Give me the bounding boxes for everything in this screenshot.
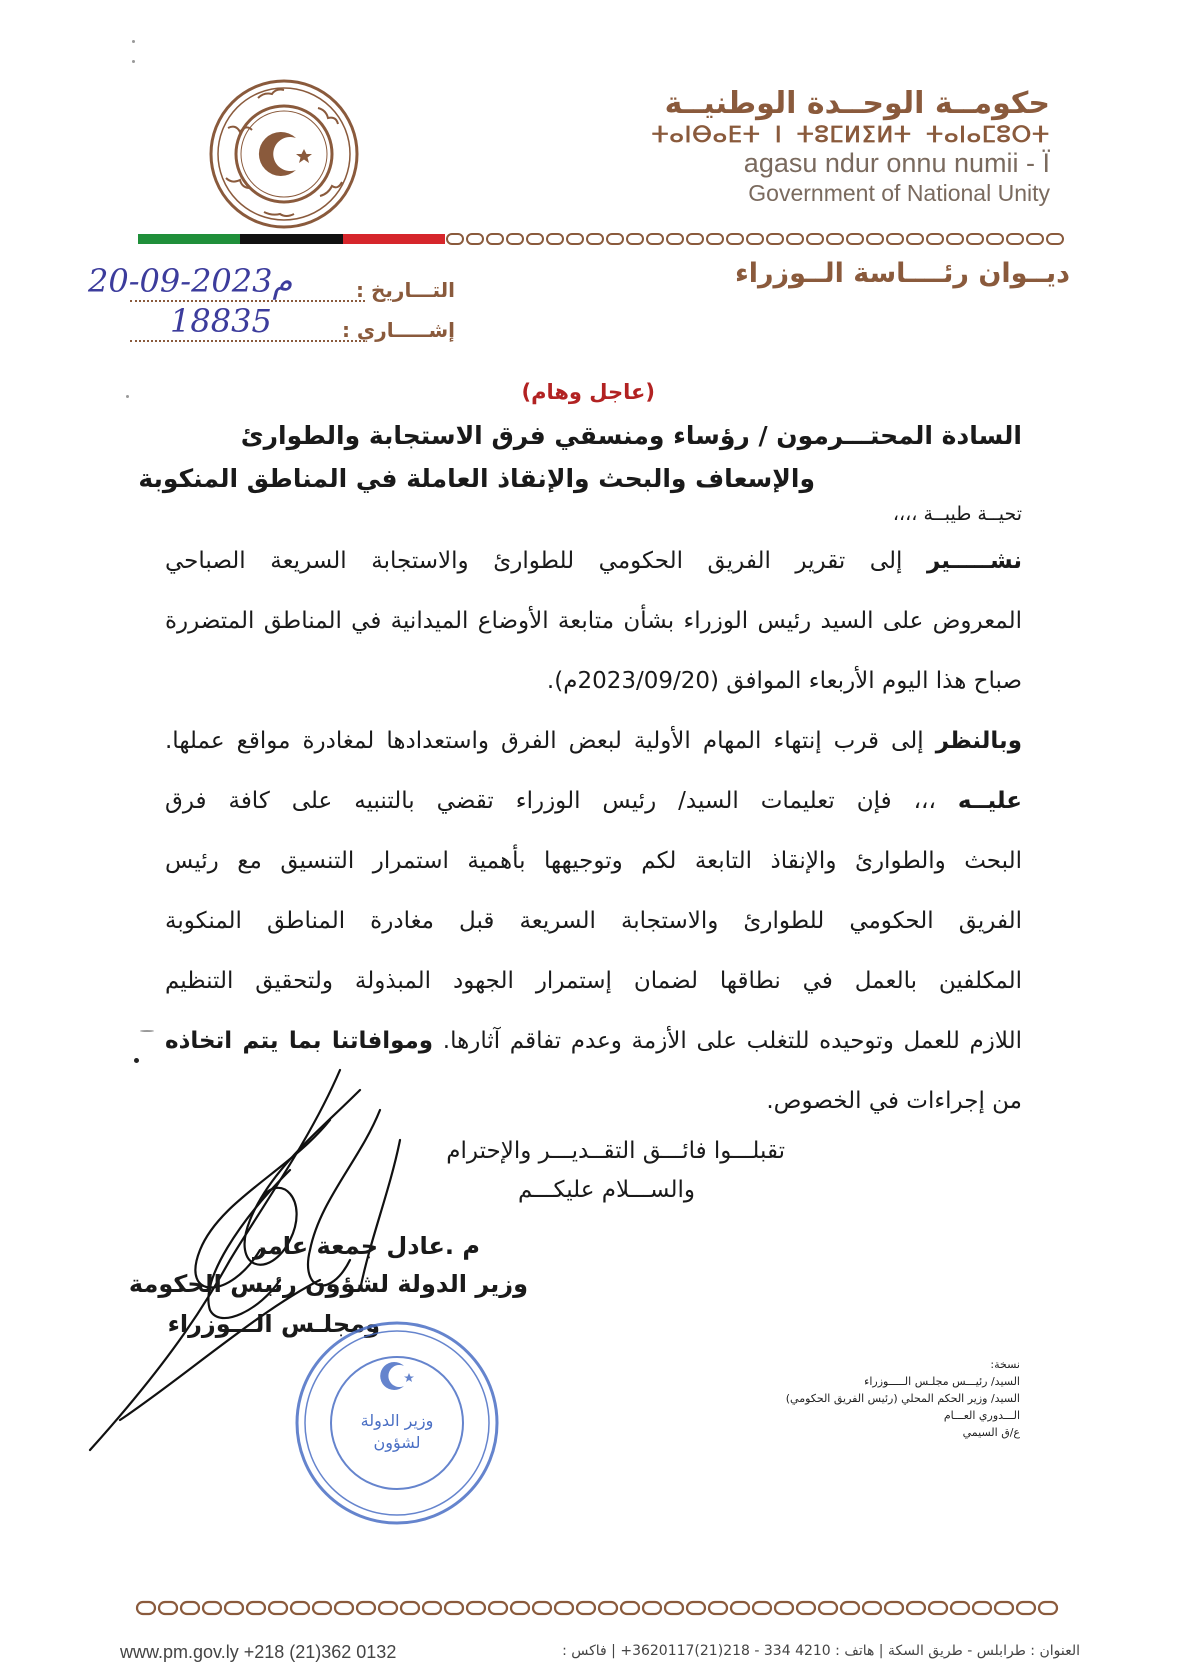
paragraph-1-line-3: صباح هذا اليوم الأربعاء الموافق (2023/09/20م). bbox=[546, 668, 1022, 694]
government-name-tifinagh: ⵜⴰⵏⴱⴰⴹⵜ ⵏ ⵜⵓⵎⵍⵉⵍⵜ ⵜⴰⵏⴰⵎⵓⵔⵜ bbox=[651, 123, 1050, 148]
paragraph-3-line-1 bbox=[165, 788, 1022, 814]
stamp-center-line-1: وزير الدولة bbox=[360, 1411, 434, 1430]
date-label: التـــاريخ : bbox=[356, 278, 455, 302]
cc-heading: نسخة: bbox=[990, 1358, 1020, 1371]
paragraph-1-line-2: المعروض على السيد رئيس الوزراء بشأن متابعة الأوضاع الميدانية في المناطق المتضررة bbox=[165, 608, 1022, 634]
paragraph-3-line-4: المكلفين بالعمل في نطاقها لضمان إستمرار الجهود المبذولة ولتحقيق التنظيم bbox=[165, 968, 1022, 994]
office-title: ديــوان رئــــاسة الــوزراء bbox=[734, 258, 1070, 289]
cc-item: ع/ق السيمي bbox=[962, 1426, 1020, 1439]
paragraph-3-line-6: من إجراءات في الخصوص. bbox=[766, 1088, 1022, 1114]
paragraph-2-text-1: إلى قرب إنتهاء المهام الأولية لبعض الفرق واستعدادها لمغادرة مواقع عملها. bbox=[165, 728, 924, 754]
cc-item: السيد/ وزير الحكم المحلي (رئيس الفريق الحكومي) bbox=[785, 1392, 1020, 1405]
signatory-title-line-2: ومجلـس الـــوزراء bbox=[167, 1310, 380, 1338]
paragraph-3-text-5b: وموافاتنا بما يتم اتخاذه bbox=[165, 1028, 434, 1054]
paragraph-1-text-1: إلى تقرير الفريق الحكومي للطوارئ والاستجابة السريعة الصباحي bbox=[165, 548, 903, 574]
scan-mark bbox=[134, 1058, 139, 1063]
paragraph-2-line-1 bbox=[165, 728, 1022, 754]
reference-label: إشـــــاري : bbox=[341, 318, 455, 342]
decorative-chain-top bbox=[445, 230, 1070, 248]
paragraph-2-lead: وبالنظر bbox=[935, 728, 1022, 754]
flag-bar bbox=[138, 234, 445, 244]
signatory-title-line-1: وزير الدولة لشؤون رئيس الحكومة bbox=[128, 1270, 528, 1298]
government-name-arabic: حكومــة الوحــدة الوطنيــة bbox=[664, 86, 1050, 121]
greeting: تحيــة طيبــة ،،،، bbox=[892, 503, 1022, 525]
stamp-center-line-2: لشؤون bbox=[373, 1433, 421, 1452]
closing-regards: تقبلـــوا فائـــق التقــديـــر والإحترام bbox=[446, 1138, 785, 1164]
reference-field bbox=[90, 312, 455, 348]
reference-handwritten: 18835 bbox=[170, 302, 272, 340]
paragraph-3-lead: عليــه bbox=[957, 788, 1023, 814]
addressee-line-1: السادة المحتـــرمون / رؤساء ومنسقي فرق الاستجابة والطوارئ bbox=[240, 421, 1022, 450]
closing-peace: والســـلام عليكـــم bbox=[517, 1177, 695, 1203]
government-name-english: Government of National Unity bbox=[748, 180, 1050, 206]
urgent-label: (عاجل وهام) bbox=[521, 380, 655, 404]
scan-mark bbox=[132, 40, 135, 43]
footer-website-phone: www.pm.gov.ly +218 (21)362 0132 bbox=[120, 1642, 397, 1662]
cc-item: السيد/ رئيـــس مجلـس الـــــوزراء bbox=[864, 1375, 1020, 1388]
footer-address: العنوان : طرابلس - طريق السكة | هاتف : 4210 334 - 218(21)3620117+ | فاكس : bbox=[562, 1643, 1080, 1659]
date-handwritten: م2023-09-20 bbox=[88, 262, 293, 300]
government-title-block bbox=[652, 86, 1050, 207]
signatory-name: م .عادل جمعة عامر bbox=[252, 1232, 480, 1260]
footer bbox=[120, 1642, 1080, 1666]
addressee-line-2: والإسعاف والبحث والإنقاذ العاملة في المناطق المنكوبة bbox=[138, 464, 815, 493]
paragraph-1-lead: نشـــــير bbox=[926, 548, 1023, 574]
paragraph-3-text-1: ،،، فإن تعليمات السيد/ رئيس الوزراء تقضي بالتنبيه على كافة فرق bbox=[165, 788, 936, 814]
cc-list bbox=[786, 1356, 1020, 1441]
paragraph-1-line-1 bbox=[165, 548, 1022, 574]
scan-mark bbox=[126, 395, 129, 398]
government-name-berber-latin: agasu ndur onnu numii - Ï bbox=[743, 148, 1050, 178]
paragraph-3-text-5a: اللازم للعمل وتوحيده للتغلب على الأزمة وعدم تفاقم آثارها. bbox=[442, 1028, 1022, 1054]
cc-item: الـــدوري العـــام bbox=[943, 1409, 1020, 1422]
scan-mark bbox=[140, 1030, 154, 1032]
decorative-chain-bottom bbox=[135, 1598, 1070, 1618]
official-stamp bbox=[292, 1318, 502, 1528]
scan-mark bbox=[132, 60, 135, 63]
reference-dotted-line bbox=[130, 340, 365, 342]
paragraph-3-line-3: الفريق الحكومي للطوارئ والاستجابة السريعة قبل مغادرة المناطق المنكوبة bbox=[165, 908, 1022, 934]
government-emblem-icon bbox=[208, 78, 360, 230]
paragraph-3-line-2: البحث والطوارئ والإنقاذ التابعة لكم وتوجيهها بأهمية استمرار التنسيق مع رئيس bbox=[165, 848, 1022, 874]
